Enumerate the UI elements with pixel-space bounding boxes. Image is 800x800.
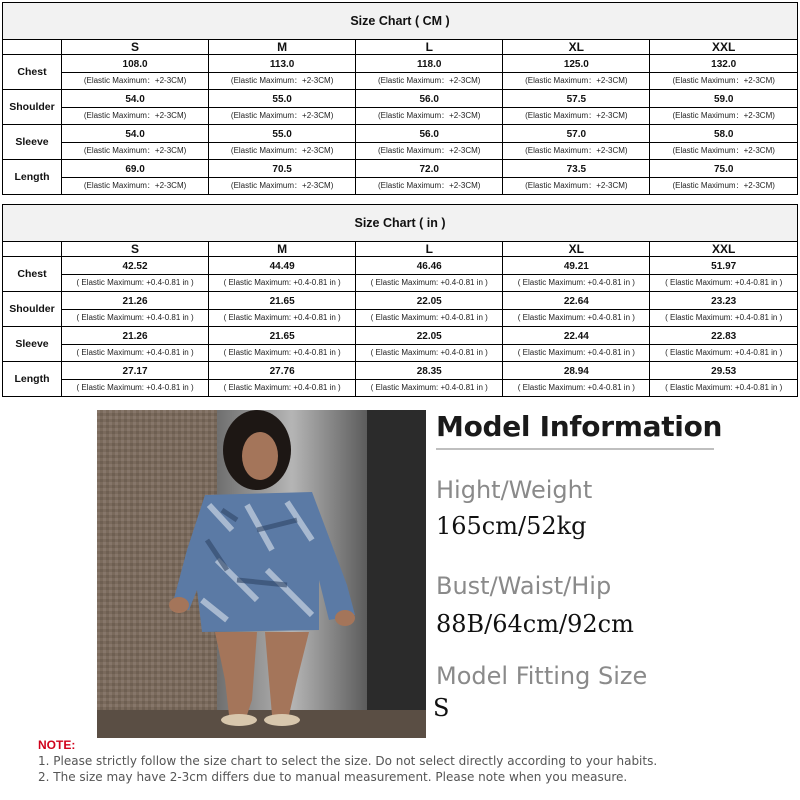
size-cell — [62, 90, 209, 125]
measurement-value: 54.0 — [62, 90, 208, 108]
measurement-value: 69.0 — [62, 160, 208, 178]
elastic-note: ( Elastic Maximum: +0.4-0.81 in ) — [665, 278, 783, 287]
title-divider — [436, 448, 714, 450]
size-cell — [209, 125, 356, 160]
size-cell — [209, 90, 356, 125]
row-label: Chest — [3, 55, 62, 90]
elastic-note: (Elastic Maximum：+2-3CM) — [83, 76, 187, 85]
measurement-value: 49.21 — [503, 257, 649, 275]
size-row-shoulder — [3, 90, 797, 125]
size-cell — [209, 55, 356, 90]
size-row-shoulder — [3, 292, 797, 327]
size-cell — [356, 292, 503, 327]
measurement-value: 55.0 — [209, 125, 355, 143]
size-cell — [503, 257, 650, 292]
measurement-value: 113.0 — [209, 55, 355, 73]
elastic-note: (Elastic Maximum：+2-3CM) — [378, 146, 481, 155]
measurement-value: 57.0 — [503, 125, 649, 143]
elastic-note: (Elastic Maximum：+2-3CM) — [378, 111, 481, 120]
size-cell — [503, 90, 650, 125]
size-cell — [356, 257, 503, 292]
measurement-value: 59.0 — [650, 90, 797, 108]
elastic-note: (Elastic Maximum：+2-3CM) — [525, 111, 628, 120]
measurement-value: 73.5 — [503, 160, 649, 178]
elastic-note: ( Elastic Maximum: +0.4-0.81 in ) — [665, 383, 783, 392]
size-row-chest — [3, 55, 797, 90]
size-cell — [209, 160, 356, 195]
elastic-note: ( Elastic Maximum: +0.4-0.81 in ) — [76, 278, 194, 287]
model-photo — [97, 410, 426, 738]
measurement-value: 22.05 — [356, 327, 502, 345]
measurement-value: 21.26 — [62, 292, 208, 310]
size-cell — [209, 362, 356, 397]
elastic-note: (Elastic Maximum：+2-3CM) — [83, 181, 187, 190]
measurement-value: 21.65 — [209, 327, 355, 345]
model-information-title: Model Information — [436, 410, 723, 443]
row-label: Length — [3, 160, 62, 195]
measurements-value: 88B/64cm/92cm — [436, 610, 634, 638]
measurement-value: 108.0 — [62, 55, 208, 73]
size-cell — [356, 55, 503, 90]
size-cell — [650, 362, 797, 397]
size-cell — [62, 292, 209, 327]
measurement-value: 55.0 — [209, 90, 355, 108]
elastic-note: (Elastic Maximum：+2-3CM) — [230, 111, 334, 120]
size-header: L — [356, 242, 503, 257]
measurement-value: 22.83 — [650, 327, 797, 345]
size-header: M — [209, 40, 356, 55]
measurement-value: 125.0 — [503, 55, 649, 73]
elastic-note: (Elastic Maximum：+2-3CM) — [672, 181, 775, 190]
row-label: Sleeve — [3, 327, 62, 362]
elastic-note: ( Elastic Maximum: +0.4-0.81 in ) — [76, 313, 194, 322]
size-cell — [650, 125, 797, 160]
size-cell — [356, 362, 503, 397]
size-cell — [62, 160, 209, 195]
elastic-note: ( Elastic Maximum: +0.4-0.81 in ) — [665, 348, 783, 357]
elastic-note: ( Elastic Maximum: +0.4-0.81 in ) — [370, 313, 488, 322]
size-cell — [503, 362, 650, 397]
size-cell — [650, 292, 797, 327]
size-cell — [650, 327, 797, 362]
elastic-note: (Elastic Maximum：+2-3CM) — [378, 76, 481, 85]
size-cell — [650, 55, 797, 90]
size-cell — [62, 125, 209, 160]
size-header: XL — [503, 242, 650, 257]
measurement-value: 23.23 — [650, 292, 797, 310]
elastic-note: (Elastic Maximum：+2-3CM) — [525, 76, 628, 85]
row-label: Sleeve — [3, 125, 62, 160]
measurement-value: 22.05 — [356, 292, 502, 310]
size-chart-in-table — [3, 242, 797, 396]
measurement-value: 22.44 — [503, 327, 649, 345]
height-weight-value: 165cm/52kg — [436, 512, 587, 540]
elastic-note: ( Elastic Maximum: +0.4-0.81 in ) — [76, 383, 194, 392]
size-cell — [209, 327, 356, 362]
size-header: XXL — [650, 40, 797, 55]
elastic-note: ( Elastic Maximum: +0.4-0.81 in ) — [370, 348, 488, 357]
size-cell — [356, 90, 503, 125]
size-cell — [209, 257, 356, 292]
size-header: XXL — [650, 242, 797, 257]
elastic-note: (Elastic Maximum：+2-3CM) — [83, 146, 187, 155]
elastic-note: ( Elastic Maximum: +0.4-0.81 in ) — [223, 383, 341, 392]
measurement-value: 27.17 — [62, 362, 208, 380]
elastic-note: (Elastic Maximum：+2-3CM) — [230, 181, 334, 190]
elastic-note: ( Elastic Maximum: +0.4-0.81 in ) — [370, 278, 488, 287]
size-chart-cm-table — [3, 40, 797, 194]
size-cell — [62, 327, 209, 362]
elastic-note: (Elastic Maximum：+2-3CM) — [672, 146, 775, 155]
elastic-note: (Elastic Maximum：+2-3CM) — [672, 111, 775, 120]
note-line: 1. Please strictly follow the size chart to select the size. Do not select directly according to your habits. — [38, 754, 658, 768]
elastic-note: ( Elastic Maximum: +0.4-0.81 in ) — [517, 383, 635, 392]
size-chart-in — [2, 204, 798, 397]
row-label: Length — [3, 362, 62, 397]
note-section — [38, 738, 778, 784]
note-title: NOTE: — [38, 738, 76, 752]
measurement-value: 28.94 — [503, 362, 649, 380]
note-line: 2. The size may have 2-3cm differs due to manual measurement. Please note when you measure. — [38, 770, 628, 784]
fitting-size-value: S — [433, 694, 450, 722]
size-header: L — [356, 40, 503, 55]
size-header: S — [62, 242, 209, 257]
size-cell — [356, 327, 503, 362]
elastic-note: (Elastic Maximum：+2-3CM) — [525, 181, 628, 190]
measurement-value: 27.76 — [209, 362, 355, 380]
fitting-size-label: Model Fitting Size — [436, 662, 648, 690]
size-cell — [503, 327, 650, 362]
elastic-note: ( Elastic Maximum: +0.4-0.81 in ) — [76, 348, 194, 357]
elastic-note: ( Elastic Maximum: +0.4-0.81 in ) — [517, 348, 635, 357]
size-row-length — [3, 160, 797, 195]
row-label: Shoulder — [3, 90, 62, 125]
elastic-note: ( Elastic Maximum: +0.4-0.81 in ) — [223, 278, 341, 287]
measurement-value: 118.0 — [356, 55, 502, 73]
measurement-value: 75.0 — [650, 160, 797, 178]
size-cell — [356, 125, 503, 160]
measurement-value: 70.5 — [209, 160, 355, 178]
size-header: M — [209, 242, 356, 257]
elastic-note: ( Elastic Maximum: +0.4-0.81 in ) — [223, 348, 341, 357]
model-information-panel — [433, 408, 736, 722]
elastic-note: ( Elastic Maximum: +0.4-0.81 in ) — [223, 313, 341, 322]
size-chart-cm-title: Size Chart ( CM ) — [3, 3, 797, 40]
measurement-value: 72.0 — [356, 160, 502, 178]
size-cell — [503, 125, 650, 160]
elastic-note: (Elastic Maximum：+2-3CM) — [378, 181, 481, 190]
size-row-length — [3, 362, 797, 397]
size-cell — [650, 160, 797, 195]
size-cell — [650, 257, 797, 292]
measurement-value: 57.5 — [503, 90, 649, 108]
height-weight-label: Hight/Weight — [436, 476, 593, 504]
measurement-value: 46.46 — [356, 257, 502, 275]
size-chart-cm — [2, 2, 798, 195]
measurement-value: 22.64 — [503, 292, 649, 310]
measurement-value: 58.0 — [650, 125, 797, 143]
size-cell — [503, 160, 650, 195]
corner-cell — [3, 40, 62, 55]
measurement-value: 132.0 — [650, 55, 797, 73]
measurement-value: 42.52 — [62, 257, 208, 275]
elastic-note: ( Elastic Maximum: +0.4-0.81 in ) — [370, 383, 488, 392]
row-label: Shoulder — [3, 292, 62, 327]
row-label: Chest — [3, 257, 62, 292]
elastic-note: (Elastic Maximum：+2-3CM) — [525, 146, 628, 155]
measurement-value: 28.35 — [356, 362, 502, 380]
elastic-note: (Elastic Maximum：+2-3CM) — [83, 111, 187, 120]
elastic-note: ( Elastic Maximum: +0.4-0.81 in ) — [517, 313, 635, 322]
measurement-value: 56.0 — [356, 90, 502, 108]
size-header: XL — [503, 40, 650, 55]
size-cell — [62, 257, 209, 292]
size-chart-in-title: Size Chart ( in ) — [3, 205, 797, 242]
measurement-value: 29.53 — [650, 362, 797, 380]
elastic-note: ( Elastic Maximum: +0.4-0.81 in ) — [517, 278, 635, 287]
measurement-value: 21.65 — [209, 292, 355, 310]
size-cell — [209, 292, 356, 327]
size-cell — [356, 160, 503, 195]
size-header: S — [62, 40, 209, 55]
measurement-value: 54.0 — [62, 125, 208, 143]
measurement-value: 56.0 — [356, 125, 502, 143]
size-cell — [503, 55, 650, 90]
size-row-sleeve — [3, 125, 797, 160]
size-cell — [503, 292, 650, 327]
corner-cell — [3, 242, 62, 257]
measurement-value: 51.97 — [650, 257, 797, 275]
measurement-value: 44.49 — [209, 257, 355, 275]
elastic-note: (Elastic Maximum：+2-3CM) — [230, 76, 334, 85]
size-cell — [62, 362, 209, 397]
size-row-sleeve — [3, 327, 797, 362]
elastic-note: (Elastic Maximum：+2-3CM) — [230, 146, 334, 155]
measurement-value: 21.26 — [62, 327, 208, 345]
size-cell — [650, 90, 797, 125]
size-row-chest — [3, 257, 797, 292]
elastic-note: ( Elastic Maximum: +0.4-0.81 in ) — [665, 313, 783, 322]
size-cell — [62, 55, 209, 90]
elastic-note: (Elastic Maximum：+2-3CM) — [672, 76, 775, 85]
measurements-label: Bust/Waist/Hip — [436, 572, 612, 600]
